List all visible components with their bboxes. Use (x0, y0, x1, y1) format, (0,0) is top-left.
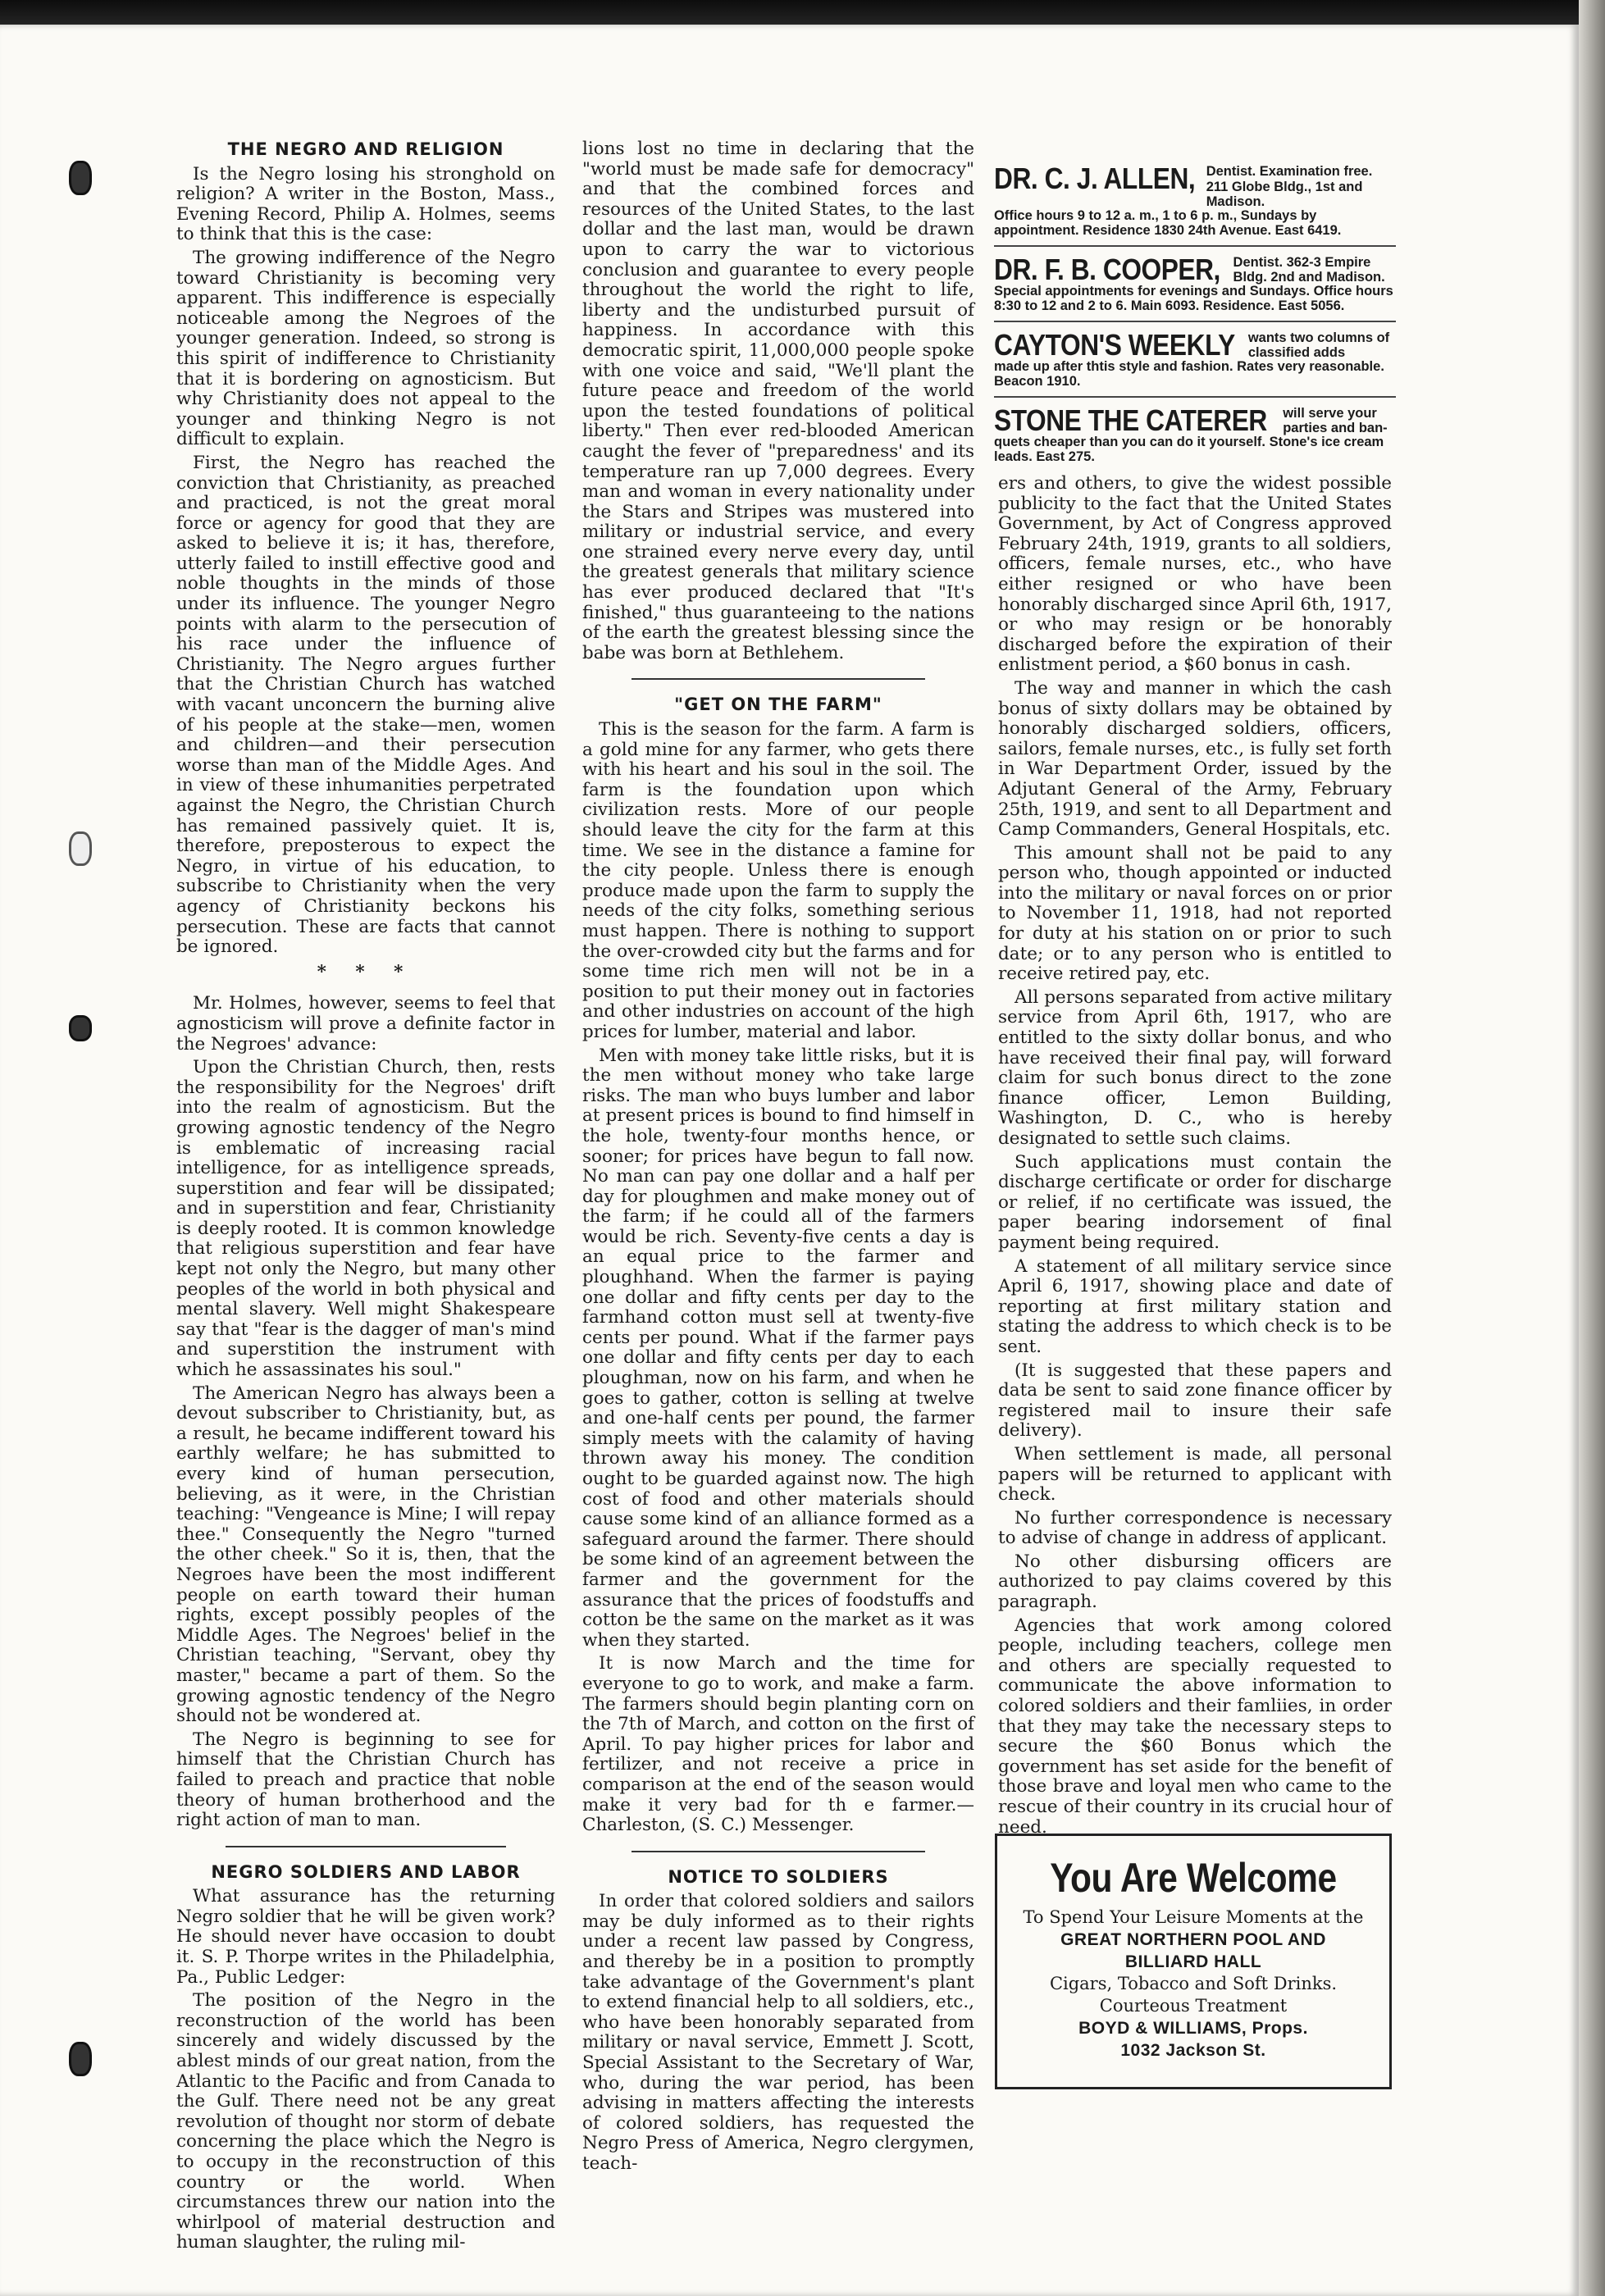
binding-hole-top (69, 161, 92, 195)
scan-right-edge (1579, 0, 1605, 2296)
paragraph: No other disbursing officers are authorized to pay claims covered by this paragraph. (998, 1551, 1392, 1613)
paragraph: The Negro is beginning to see for himself that the Christian Church has failed to preach and practice that noble theory of human brotherhood and the right action of man to man. (176, 1729, 555, 1831)
paragraph: What assurance has the returning Negro soldier that he will be given work? He should never have occasion to doubt it. S. P. Thorpe writes in the Philadelphia, Pa., Public Ledger: (176, 1886, 555, 1988)
welcome-line: 1032 Jackson St. (1120, 2041, 1266, 2060)
ad-side-text: Dentist. Examination free. 211 Globe Bldg., 1st and Madison. (1206, 164, 1373, 209)
headline-notice-soldiers: NOTICE TO SOLDIERS (668, 1866, 889, 1887)
paragraph: It is now March and the time for everyone to go to work, and make a farm. The farmers should begin planting corn on the 7th of March, and cotton on the first of April. To pay higher prices for labor and fertilizer, and not receive a price in comparison at the end of the season would make it very bad for th e farmer.—Charleston, (S. C.) Messenger. (582, 1653, 974, 1836)
column-2 (582, 139, 974, 2178)
ad-body: Office hours 9 to 12 a. m., 1 to 6 p. m., Sundays by appointment. Residence 1830 24th Avenue. East 6419. (994, 207, 1342, 238)
paragraph: This amount shall not be paid to any person who, though appointed or inducted into the military or naval forces on or prior to November 11, 1918, had not reported for duty at his station on or prior to such date; or to any person who is entitled to receive retired pay, etc. (998, 842, 1392, 985)
classified-ads (994, 161, 1396, 476)
paragraph: This is the season for the farm. A farm is a gold mine for any farmer, who gets there with his heart and his soul in the soil. The farm is the foundation upon which civilization rests. More of our people should leave the city for the farm at this time. We see in the distance a famine for the city people. Unless there is enough produce made upon the farm to supply the needs of the city folks, something serious must happen. There is nothing to support the over-crowded city but the farms and for some time rich men will not be in a position to put their money out in factories and other industries on account of the high prices for lumber, material and labor. (582, 719, 974, 1042)
column-1 (176, 139, 555, 2257)
ad-caytons-weekly (994, 327, 1396, 398)
headline-soldiers-labor: NEGRO SOLDIERS AND LABOR (211, 1861, 521, 1882)
ad-side-text: will serve your parties and ban- (1283, 405, 1388, 435)
welcome-line: BILLIARD HALL (1124, 1952, 1262, 1971)
headline-get-on-farm: "GET ON THE FARM" (674, 695, 882, 715)
ad-name: STONE THE CATERER (994, 403, 1267, 437)
divider (226, 1846, 506, 1847)
ad-stone-caterer (994, 403, 1396, 472)
paragraph: In order that colored soldiers and sailors may be duly informed as to their rights under a recent law passed by Congress, and thereby be in a position to promptly take advantage of the Government's plant to extend financial help to all soldiers, etc., who have been honorably separated from military or naval service, Emmett J. Scott, Special Assistant to the Secretary of War, who, during the war period, has been advising in matters affecting the interests of colored soldiers, has requested the Negro Press of America, Negro clergymen, teach- (582, 1891, 974, 2174)
paragraph: Mr. Holmes, however, seems to feel that agnosticism will prove a definite factor in the Negroes' advance: (176, 993, 555, 1055)
paragraph: Is the Negro losing his stronghold on religion? A writer in the Boston, Mass., Evening Record, Philip A. Holmes, seems to think that this is the case: (176, 163, 555, 245)
ad-dr-cooper (994, 252, 1396, 322)
paragraph: All persons separated from active military service from April 6th, 1917, who are entitled to the sixty dollar bonus, and who have received their final pay, will forward claim for such bonus direct to the zone finance officer, Lemon Building, Washington, D. C., who is hereby designated to settle such claims. (998, 986, 1392, 1149)
divider (632, 678, 925, 680)
paragraph: Men with money take little risks, but it is the men without money who take large risks. The man who buys lumber and labor at present prices is bound to find himself in the hole, twenty-four months hence, or sooner; for prices have begun to fall now. No man can pay one dollar and a half per day for ploughmen and make money out of the farm; if he could all of the farmers would be rich. Seventy-five cents a day is an equal price to the farmer and ploughhand. When the farmer is paying one dollar and fifty cents per day to the farmhand cotton must sell at twenty-five cents per pound. What if the farmer pays one dollar and fifty cents per day to each ploughman, now on his farm, and when he goes to gather, cotton is selling at twelve and one-half cents per pound, the farmer simply meets with the calamity of having thrown away his money. The condition ought to be guarded against now. The high cost of food and other materials should cause some kind of an alliance formed as a safeguard around the farmer. There should be some kind of an agreement between the farmer and the government for the assurance that the prices of foodstuffs and cotton be the same on the market as it was when they started. (582, 1045, 974, 1651)
headline-negro-religion: THE NEGRO AND RELIGION (227, 139, 504, 159)
welcome-ad-box (995, 1834, 1392, 2089)
paragraph: No further correspondence is necessary to advise of change in address of applicant. (998, 1507, 1392, 1549)
paragraph: When settlement is made, all personal papers will be returned to applicant with check. (998, 1443, 1392, 1506)
paragraph: The American Negro has always been a devout subscriber to Christianity, but, as a result, he became indifferent toward his earthly welfare; he has submitted to every kind of human persecution, believing, as it were, in the Christian teaching: "Vengeance is Mine; I will repay thee." Consequently the Negro "turned the other cheek." So it is, then, that the Negroes have been the most indifferent people on earth toward their human rights, except possibly peoples of the Middle Ages. The Negroes' belief in the Christian teaching, "Servant, obey thy master," became a part of them. So the growing agnostic tendency of the Negro should not be wondered at. (176, 1383, 555, 1727)
section-stars: * * * (317, 961, 415, 982)
paragraph: The way and manner in which the cash bonus of sixty dollars may be obtained by honorably discharged soldiers, officers, sailors, female nurses, etc., is fully set forth in War Department Order, issued by the Adjutant General of the Army, February 25th, 1919, and sent to all Department and Camp Commanders, General Hospitals, etc. (998, 677, 1392, 840)
paragraph: ers and others, to give the widest possible publicity to the fact that the United States Government, by Act of Congress approved February 24th, 1919, grants to all soldiers, officers, female nurses, etc., who have either resigned or who have been honorably discharged since April 6th, 1917, or who may resign or be honorably discharged before the expiration of their enlistment period, a $60 bonus in cash. (998, 473, 1392, 676)
ad-body: Special appointments for evenings and Sundays. Office hours 8:30 to 12 and 2 to 6. Main 6093. Residence. East 5056. (994, 283, 1393, 313)
welcome-line: Courteous Treatment (1099, 1996, 1288, 2016)
ad-name: CAYTON'S WEEKLY (994, 327, 1235, 362)
ad-body: quets cheaper than you can do it yourself. Stone's ice cream leads. East 275. (994, 434, 1384, 464)
welcome-line: To Spend Your Leisure Moments at the (1023, 1907, 1364, 1927)
paragraph: Upon the Christian Church, then, rests the responsibility for the Negroes' drift into the realm of agnosticism. But the growing agnostic tendency of the Negro is emblematic of increasing racial intelligence, for as intelligence spreads, superstition and fear will be dissipated; and in superstition and fear, Christianity is deeply rooted. It is common knowledge that religious superstition and fear have kept not only the Negro, but many other peoples of the world in both physical and mental slavery. Well might Shakespeare say that "fear is the dagger of man's mind and superstition the instrument with which he assassinates his soul." (176, 1057, 555, 1381)
paragraph: Agencies that work among colored people, including teachers, college men and others are specially requested to communicate the above information to colored soldiers and their famliies, in order that they may take the necessary steps to secure the $60 Bonus which the government has set aside for the benefit of those brave and loyal men who came to the rescue of their country in its crucial hour of need. (998, 1615, 1392, 1838)
welcome-line: BOYD & WILLIAMS, Props. (1078, 2019, 1308, 2038)
binding-hole-middle (69, 831, 92, 866)
column-3 (998, 474, 1392, 1841)
paragraph: lions lost no time in declaring that the "world must be made safe for democracy" and that the combined forces and resources of the United States, to the last dollar and the last man, would be drawn upon to carry the war to victorious conclusion and guarantee to every people throughout the world the right to life, liberty and the undisturbed pursuit of happiness. In accordance with this democratic spirit, 11,000,000 people spoke with one voice and said, "We'll plant the future peace and freedom of the world upon the tested foundations of political liberty." Then ever red-blooded American caught the fever of "preparedness' and its temperature ran up 7,000 degrees. Every man and woman in every nationality under the Stars and Stripes was mustered into military or industrial service, and every one strained every nerve every day, until the greatest generals that military science has ever produced declared that "It's finished," thus guaranteeing to the nations of the earth the greatest blessing since the babe was born at Bethlehem. (582, 139, 974, 663)
paragraph: Such applications must contain the discharge certificate or order for discharge or relief, if no certificate was issued, the paper bearing indorsement of final payment being required. (998, 1151, 1392, 1253)
paragraph: The growing indifference of the Negro toward Christianity is becoming very apparent. This indifference is especially noticeable among the Negroes of the younger generation. Indeed, so strong is this spirit of indifference to Christianity that it is bordering on agnosticism. But why Christianity does not appeal to the younger and thinking Negro is not difficult to explain. (176, 247, 555, 450)
ad-body: made up after thtis style and fashion. Rates very reasonable. Beacon 1910. (994, 358, 1384, 389)
ad-side-text: Dentist. 362-3 Empire Bldg. 2nd and Madison. (1233, 254, 1385, 285)
ad-name: DR. C. J. ALLEN, (994, 162, 1196, 195)
paragraph: (It is suggested that these papers and data be sent to said zone finance officer by registered mail to insure their safe delivery). (998, 1360, 1392, 1442)
ad-dr-allen (994, 161, 1396, 247)
ad-name: DR. F. B. COOPER, (994, 252, 1220, 286)
welcome-line: GREAT NORTHERN POOL AND (1060, 1930, 1326, 1949)
divider (632, 1851, 925, 1852)
welcome-title: You Are Welcome (1050, 1855, 1337, 1901)
paragraph: A statement of all military service since April 6, 1917, showing place and date of reporting at first military station and stating the address to which check is to be sent. (998, 1255, 1392, 1357)
paragraph: First, the Negro has reached the conviction that Christianity, as preached and practiced, is not the great moral force or agency for good that they are asked to believe it is; it has, therefore, utterly failed to instill effective good and noble thoughts in the minds of those under its influence. The younger Negro points with alarm to the persecution of his race under the influence of Christianity. The Negro argues further that the Christian Church has watched with vacant unconcern the burning alive of his people at the stake—men, women and children—and their persecution worse than man of the Middle Ages. And in view of these inhumanities perpetrated against the Negro, the Christian Church has remained passively quiet. It is, therefore, preposterous to expect the Negro, in virtue of his education, to subscribe to Christianity when the very agency of Christianity beckons his persecution. These are facts that cannot be ignored. (176, 452, 555, 958)
binding-hole-bottom (69, 2042, 92, 2076)
binding-hole-mark (69, 1015, 92, 1041)
paragraph: The position of the Negro in the reconstruction of the world has been sincerely and widely discussed by the ablest minds of our great nation, from the Atlantic to the Pacific and from Canada to the Gulf. There need not be any great revolution of thought nor storm of debate concerning the place which the Negro is to occupy in the reconstruction of this country or the world. When circumstances threw our nation into the whirlpool of material destruction and human slaughter, the ruling mil- (176, 1990, 555, 2253)
welcome-line: Cigars, Tobacco and Soft Drinks. (1049, 1974, 1338, 1993)
ad-side-text: wants two columns of classified adds (1247, 330, 1390, 360)
